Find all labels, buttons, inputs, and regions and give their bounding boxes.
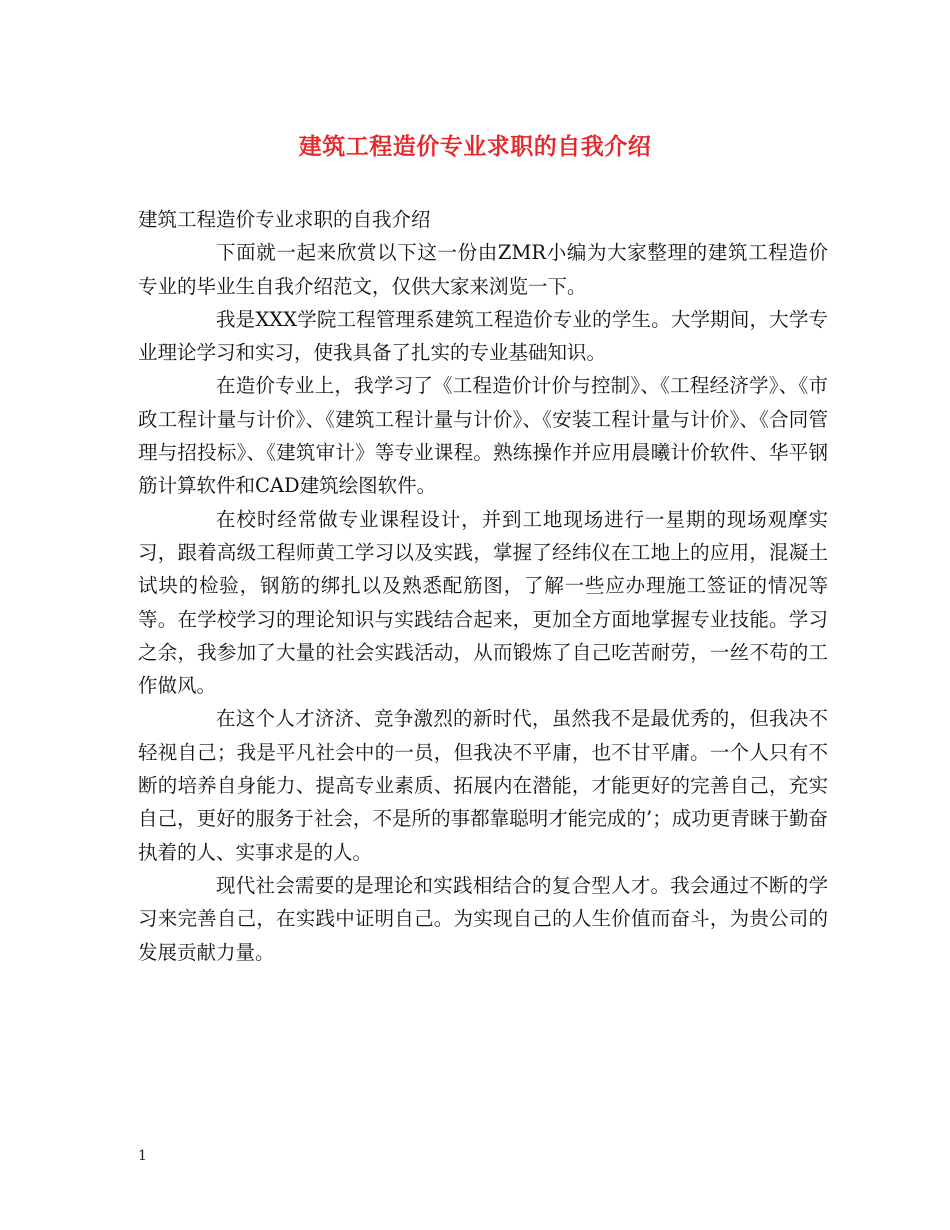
paragraph-attitude: 在这个人才济济、竞争激烈的新时代，虽然我不是最优秀的，但我决不轻视自己；我是平凡社会中的一员，但我决不平庸，也不甘平庸。一个人只有不断的培养自身能力、提高专业素质、拓展内在潜能，才能更好的完善自己，充实自己，更好的服务于社会，不是所的事都靠聪明才能完成的’；成功更青睐于勤奋执着的人、实事求是的人。 — [138, 707, 828, 864]
paragraph-internship: 在校时经常做专业课程设计，并到工地现场进行一星期的现场观摩实习，跟着高级工程师黄工学习以及实践，掌握了经纬仪在工地上的应用，混凝土试块的检验，钢筋的绑扎以及熟悉配筋图，了解一些应办理施工签证的情况等等。在学校学习的理论知识与实践结合起来，更加全方面地掌握专业技能。学习之余，我参加了大量的社会实践活动，从而锻炼了自己吃苦耐劳，一丝不苟的工作做风。 — [138, 507, 828, 698]
paragraph-subtitle: 建筑工程造价专业求职的自我介绍 — [138, 208, 431, 231]
paragraph-conclusion: 现代社会需要的是理论和实践相结合的复合型人才。我会通过不断的学习来完善自己，在实践中证明自己。为实现自己的人生价值而奋斗，为贵公司的发展贡献力量。 — [138, 873, 828, 964]
document-body — [138, 203, 828, 969]
paragraph-courses: 在造价专业上，我学习了《工程造价计价与控制》、《工程经济学》、《市政工程计量与计价》、《建筑工程计量与计价》、《安装工程计量与计价》、《合同管理与招投标》、《建筑审计》等专业课程。熟练操作并应用晨曦计价软件、华平钢筋计算软件和CAD建筑绘图软件。 — [138, 374, 828, 498]
paragraph-self-introduction: 我是XXX学院工程管理系建筑工程造价专业的学生。大学期间，大学专业理论学习和实习，使我具备了扎实的专业基础知识。 — [138, 307, 828, 365]
page-number: 1 — [138, 1148, 147, 1164]
document-title: 建筑工程造价专业求职的自我介绍 — [298, 133, 652, 160]
paragraph-intro: 下面就一起来欣赏以下这一份由ZMR小编为大家整理的建筑工程造价专业的毕业生自我介绍范文，仅供大家来浏览一下。 — [138, 241, 828, 298]
